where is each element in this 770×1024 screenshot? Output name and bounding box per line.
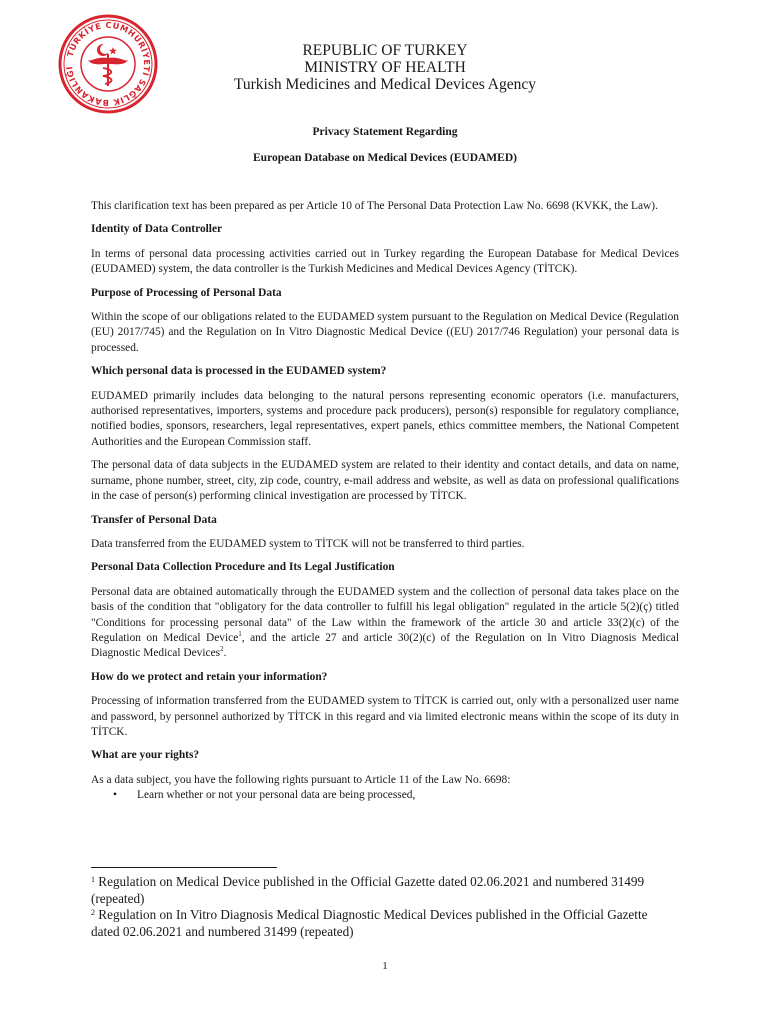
section-heading-identity: Identity of Data Controller (91, 223, 223, 236)
section-which-paragraph-1: EUDAMED primarily includes data belonging to the natural persons representing economic operators (i.e. manufacturers, authorised representatives, importers, systems and procedure pack producers), person(s) responsible for regulatory compliance, notified bodies, sponsors, researchers, legal representatives, expert panels, ethics committee members, the National Competent Authorities and the European Commission staff. (91, 389, 679, 448)
footnote-2 (91, 907, 679, 940)
header-ministry: MINISTRY OF HEALTH (304, 59, 466, 76)
section-heading-rights: What are your rights? (91, 749, 200, 762)
document-title-line2: European Database on Medical Devices (EUDAMED) (253, 152, 517, 164)
section-heading-collection: Personal Data Collection Procedure and Its Legal Justification (91, 561, 395, 574)
section-heading-protect: How do we protect and retain your information? (91, 670, 328, 683)
section-heading-transfer: Transfer of Personal Data (91, 513, 217, 526)
rights-list-item: • Learn whether or not your personal data are being processed, (137, 788, 679, 803)
section-protect-paragraph: Processing of information transferred from the EUDAMED system to TİTCK is carried out, only with a personalized user name and password, by personnel authorized by TİTCK in this regard and via limited electronic means within the scope of its duty in TİTCK. (91, 695, 679, 738)
footnote-1 (91, 874, 679, 907)
collection-text-part2: , and the article 27 and article 30(2)(c) of the Regulation on In Vitro Diagnosis Medical Diagnostic Medical Devices (91, 631, 679, 660)
footnote-2-text: Regulation on In Vitro Diagnosis Medical Diagnostic Medical Devices published in the Official Gazette dated 02.06.2021 and numbered 31499 (repeated) (91, 907, 648, 939)
header-country: REPUBLIC OF TURKEY (302, 42, 468, 59)
collection-text-part1: Personal data are obtained automatically through the EUDAMED system and the collection of personal data takes place on the basis of the condition that "obligatory for the data controller to fulfill his legal obligation" regulated in the article 5(2)(ç) titled "Conditions for processing personal data" of the Law within the framework of the article 30 and article 33(2)(c) of the Regulation on Medical Device (91, 585, 679, 644)
document-header (150, 42, 620, 93)
section-heading-purpose: Purpose of Processing of Personal Data (91, 286, 282, 299)
section-transfer-paragraph: Data transferred from the EUDAMED system to TİTCK will not be transferred to third parties. (91, 537, 525, 550)
section-heading-which-data: Which personal data is processed in the EUDAMED system? (91, 365, 387, 378)
footnote-1-text: Regulation on Medical Device published in the Official Gazette dated 02.06.2021 and numbered 31499 (repeated) (91, 874, 645, 906)
footnote-ref-2: 2 (220, 645, 224, 654)
section-purpose-paragraph: Within the scope of our obligations related to the EUDAMED system pursuant to the Regulation on Medical Device (Regulation (EU) 2017/745) and the Regulation on In Vitro Diagnostic Medical Device ((EU) 2017/746 Regulation) your personal data is processed. (91, 311, 679, 354)
section-which-paragraph-2: The personal data of data subjects in the EUDAMED system are related to their identity and contact details, and data on name, surname, phone number, street, city, zip code, country, e-mail address and website, as well as data on professional qualifications in the case of person(s) performing clinical investigation are processed by TİTCK. (91, 459, 679, 503)
footnote-1-mark: 1 (91, 875, 95, 884)
collection-text-part3: . (223, 647, 227, 660)
ministry-of-health-seal (56, 12, 160, 116)
intro-paragraph: This clarification text has been prepared as per Article 10 of The Personal Data Protection Law No. 6698 (KVKK, the Law). (91, 200, 658, 212)
section-collection-paragraph (91, 585, 679, 662)
footnote-separator (91, 867, 277, 868)
rights-list (91, 788, 679, 803)
footnotes (91, 874, 679, 940)
footnote-2-mark: 2 (91, 908, 95, 918)
section-identity-paragraph: In terms of personal data processing activities carried out in Turkey regarding the European Database for Medical Devices (EUDAMED) system, the data controller is the Turkish Medicines and Medical Devices Agency (TİTCK). (91, 247, 679, 276)
page-number: 1 (382, 960, 388, 972)
svg-text:TÜRKİYE CUMHURİYETİ SAĞLIK BAK: TÜRKİYE CUMHURİYETİ SAĞLIK BAKANLIĞI (64, 19, 153, 109)
document-body (91, 199, 679, 804)
document-title-line1: Privacy Statement Regarding (312, 126, 458, 138)
header-agency: Turkish Medicines and Medical Devices Agency (233, 76, 537, 93)
section-rights-paragraph: As a data subject, you have the following rights pursuant to Article 11 of the Law No. 6698: (91, 773, 511, 786)
footnote-ref-1: 1 (238, 630, 242, 639)
